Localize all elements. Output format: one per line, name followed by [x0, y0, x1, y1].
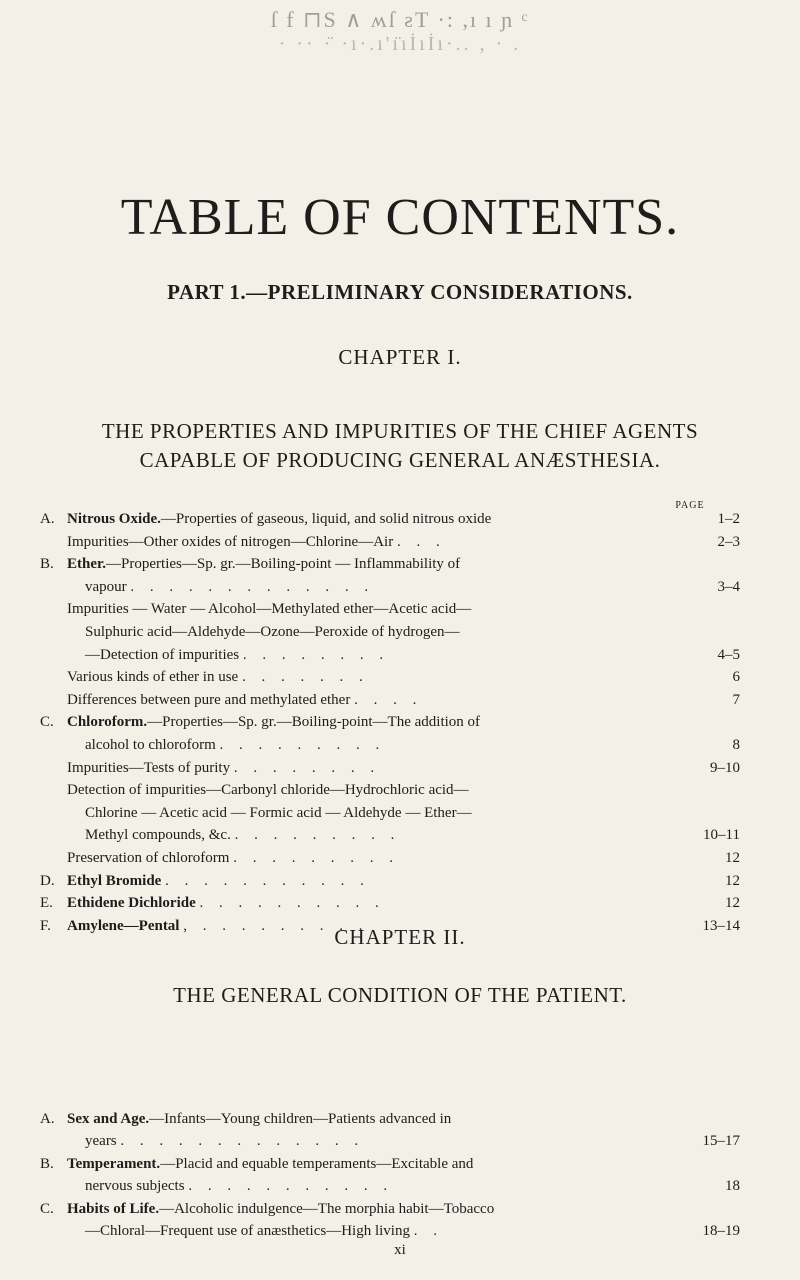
- toc-entry-topic: Nitrous Oxide.: [67, 511, 161, 527]
- toc-entry-page: 8: [732, 737, 740, 753]
- toc-entry-description: nervous subjects: [85, 1178, 185, 1195]
- toc-entry-text: [85, 621, 460, 643]
- toc-entry-topic: Ethyl Bromide: [67, 872, 162, 889]
- toc-entry-text: [67, 553, 460, 575]
- toc-entry: [40, 508, 740, 530]
- toc-entry-leader-dots: . . . . . . . . . . . . .: [130, 578, 375, 595]
- toc-entry-page: 4–5: [717, 646, 740, 663]
- toc-entry-text: [67, 1198, 494, 1220]
- toc-entry-description: Impurities—Other oxides of nitrogen—Chlorine—Air: [67, 533, 394, 550]
- toc-entry-topic: Amylene—Pental: [67, 917, 180, 934]
- toc-entry: [40, 824, 740, 846]
- toc-entry-description: Detection of impurities—Carbonyl chloride—Hydrochloric acid—: [67, 782, 469, 799]
- toc-entry-leader-dots: . . . . . . . . .: [233, 850, 399, 866]
- toc-entry-description: —Chloral—Frequent use of anæsthetics—High living: [85, 1223, 410, 1239]
- chapter-1-heading: CHAPTER I.: [338, 345, 462, 369]
- toc-entry-description: years: [85, 1133, 117, 1150]
- chapter-1-subtitle-line-1: THE PROPERTIES AND IMPURITIES OF THE CHIEF AGENTS: [101, 419, 699, 443]
- toc-entry-page: 1–2: [717, 511, 740, 527]
- toc-entry-page: 7: [732, 691, 740, 708]
- toc-entry: [40, 802, 740, 824]
- toc-entry-letter: C.: [40, 1200, 54, 1217]
- toc-entry-leader-dots: . . . .: [354, 691, 423, 708]
- toc-entry: [40, 1198, 740, 1220]
- toc-entry-description: Sulphuric acid—Aldehyde—Ozone—Peroxide of hydrogen—: [85, 624, 460, 640]
- toc-entry-leader-dots: , . . . . . . . . .: [183, 917, 369, 934]
- stamp-line-2: · ·· ·̈ ·ı·.ı'ı̈ıİıİı·.. , · .: [278, 33, 522, 55]
- toc-entry: [40, 553, 740, 575]
- toc-entry-description: Preservation of chloroform: [67, 850, 230, 866]
- toc-entry-text: [67, 508, 491, 530]
- toc-entry: [40, 870, 740, 892]
- toc-entry-topic: Temperament.: [67, 1155, 161, 1172]
- toc-entry-description: —Placid and equable temperaments—Excitable and: [160, 1155, 474, 1172]
- toc-entry-letter: B.: [40, 556, 54, 573]
- toc-entry-text: [67, 531, 446, 553]
- toc-entry-description: —Properties—Sp. gr.—Boiling-point — Inflammability of: [106, 556, 461, 573]
- toc-entry: [40, 1220, 740, 1242]
- toc-entry-text: [67, 779, 469, 801]
- toc-entry-leader-dots: . . . . . . . . . . .: [165, 872, 370, 889]
- toc-entry: [40, 598, 740, 620]
- toc-entry-leader-dots: . . . . . . . . . . .: [188, 1178, 394, 1195]
- page-number: xi: [394, 1242, 406, 1258]
- page-title: TABLE OF CONTENTS.: [120, 189, 680, 246]
- toc-entry: [40, 892, 740, 914]
- toc-entry-page: 10–11: [703, 827, 740, 844]
- toc-entry-description: Differences between pure and methylated ether: [67, 691, 351, 708]
- toc-entry-description: —Alcoholic indulgence—The morphia habit—Tobacco: [159, 1200, 495, 1217]
- toc-entry-text: [85, 644, 389, 666]
- toc-entry-page: 6: [732, 669, 740, 686]
- stamp-line-1: ſ f ⊓S ∧ ʍſ ƨT ·: ,ı ı ɲ ᶜ: [270, 7, 530, 32]
- toc-entry: [40, 847, 740, 869]
- toc-entry-text: [85, 1220, 443, 1242]
- chapter-1-subtitle: [0, 417, 800, 475]
- toc-entry-text: [67, 711, 480, 733]
- toc-entry-leader-dots: . . . . . . . .: [233, 759, 381, 776]
- toc-entry-description: —Properties—Sp. gr.—Boiling-point—The addition of: [147, 714, 481, 731]
- toc-entry-description: Methyl compounds, &c.: [85, 827, 231, 844]
- toc-entry-letter: A.: [40, 1111, 55, 1127]
- toc-entry-text: [85, 802, 472, 824]
- toc-entry-page: 12: [725, 872, 740, 889]
- toc-entry-page: 18: [725, 1178, 740, 1195]
- toc-entry: [40, 757, 740, 779]
- toc-entry-text: [67, 870, 370, 892]
- toc-entry-description: Various kinds of ether in use: [67, 669, 239, 686]
- toc-entry-description: —Detection of impurities: [85, 646, 240, 663]
- toc-entry: [40, 576, 740, 598]
- toc-entry-letter: F.: [40, 917, 51, 934]
- toc-entry-letter: A.: [40, 511, 55, 527]
- toc-entry: [40, 779, 740, 801]
- toc-entry-topic: Ethidene Dichloride: [67, 895, 196, 912]
- toc-entry-leader-dots: . . . . . . . . .: [234, 827, 401, 844]
- toc-entry-leader-dots: . .: [413, 1223, 443, 1239]
- toc-entry-text: [67, 689, 422, 711]
- toc-entry-text: [85, 1130, 364, 1152]
- toc-entry-page: 12: [725, 895, 740, 912]
- chapter-1-subtitle-line-2: CAPABLE OF PRODUCING GENERAL ANÆSTHESIA.: [139, 448, 661, 472]
- toc-entry-text: [85, 1175, 393, 1197]
- toc-entry-leader-dots: . . . . . . . . . . . . .: [120, 1133, 365, 1150]
- toc-entry-letter: D.: [40, 872, 55, 889]
- toc-entry: [40, 621, 740, 643]
- toc-entry-letter: E.: [40, 895, 53, 912]
- library-stamp: [0, 8, 800, 56]
- toc-entry-description: Impurities—Tests of purity: [67, 759, 231, 776]
- toc-entry-leader-dots: . . . . . . . .: [242, 646, 390, 663]
- toc-entry-description: alcohol to chloroform: [85, 737, 216, 753]
- toc-entry: [40, 1108, 740, 1130]
- toc-entry-text: [67, 598, 471, 620]
- toc-entry: [40, 1130, 740, 1152]
- toc-entry: [40, 644, 740, 666]
- toc-entry-text: [85, 734, 385, 756]
- toc-entry-text: [67, 757, 380, 779]
- chapter-2-heading: CHAPTER II.: [334, 925, 466, 949]
- toc-entry: [40, 711, 740, 733]
- toc-entry-page: 2–3: [717, 533, 740, 550]
- toc-entry-leader-dots: . . . . . . . . . .: [199, 895, 385, 912]
- toc-entry-letter: C.: [40, 714, 54, 731]
- toc-entry-text: [85, 824, 400, 846]
- toc-entry-topic: Ether.: [67, 556, 107, 573]
- toc-entry-letter: B.: [40, 1155, 54, 1172]
- toc-entry-description: —Infants—Young children—Patients advanced in: [149, 1111, 452, 1127]
- toc-entry-topic: Sex and Age.: [67, 1111, 150, 1127]
- toc-entry-text: [67, 892, 385, 914]
- toc-entry-description: Impurities — Water — Alcohol—Methylated ether—Acetic acid—: [67, 601, 472, 618]
- toc-entry-text: [67, 1108, 451, 1130]
- toc-entry: [40, 689, 740, 711]
- toc-entry-text: [85, 576, 374, 598]
- toc-entry: [40, 666, 740, 688]
- toc-entry-leader-dots: . . . . . . . . .: [219, 737, 386, 753]
- toc-entry-text: [67, 666, 369, 688]
- part-heading: PART 1.—PRELIMINARY CONSIDERATIONS.: [167, 280, 633, 304]
- toc-entry-text: [67, 1153, 473, 1175]
- toc-entry-description: vapour: [85, 578, 127, 595]
- toc-entry-leader-dots: . . .: [396, 533, 446, 550]
- toc-entry-text: [67, 847, 399, 869]
- toc-entry-page: 18–19: [702, 1223, 740, 1239]
- toc-entry: [40, 734, 740, 756]
- toc-entry-page: 3–4: [717, 578, 740, 595]
- toc-entry-topic: Chloroform.: [67, 714, 148, 731]
- chapter-2-subtitle: THE GENERAL CONDITION OF THE PATIENT.: [173, 983, 627, 1007]
- toc-entry-page: 15–17: [702, 1133, 740, 1150]
- page-column-label: PAGE: [675, 500, 705, 511]
- toc-entry-description: Chlorine — Acetic acid — Formic acid — Aldehyde — Ether—: [85, 804, 472, 821]
- toc-entry-page: 9–10: [710, 759, 740, 776]
- toc-entry-topic: Habits of Life.: [67, 1200, 160, 1217]
- toc-entry: [40, 1153, 740, 1175]
- toc-entry-page: 13–14: [702, 917, 740, 934]
- toc-entry-description: —Properties of gaseous, liquid, and solid nitrous oxide: [160, 511, 492, 527]
- toc-entry-leader-dots: . . . . . . .: [241, 669, 369, 686]
- toc-entry-page: 12: [725, 850, 740, 866]
- toc-entry: [40, 531, 740, 553]
- toc-entry: [40, 1175, 740, 1197]
